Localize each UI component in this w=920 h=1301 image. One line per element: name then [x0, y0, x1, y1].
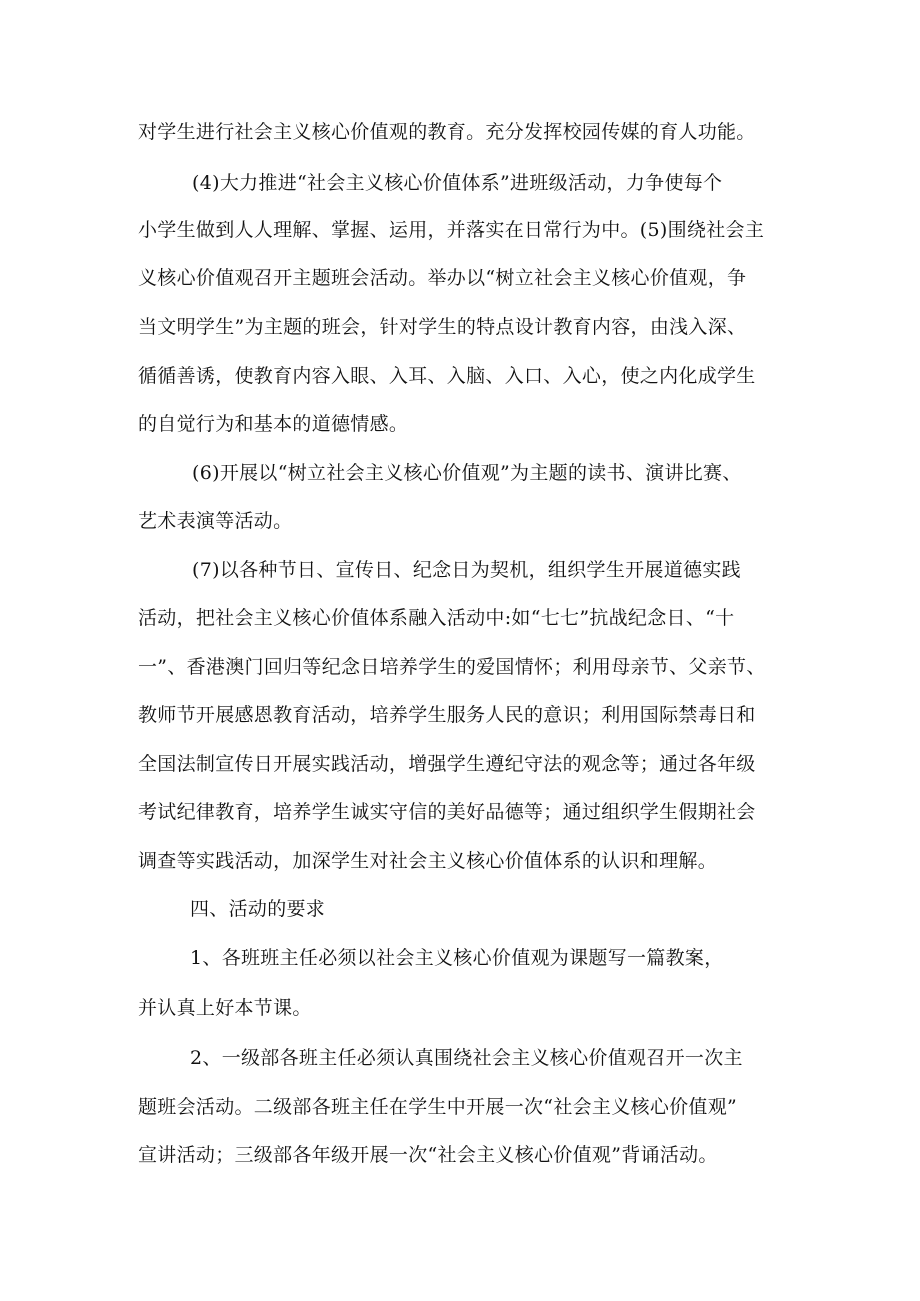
requirement-1-start: 1、各班班主任必须以社会主义核心价值观为课题写一篇教案， [190, 947, 724, 969]
text-line: 题班会活动。二级部各班主任在学生中开展一次“社会主义核心价值观” [138, 1096, 738, 1118]
text-line: 义核心价值观召开主题班会活动。举办以“树立社会主义核心价值观，争 [138, 267, 747, 289]
paragraph-4-start: (4)大力推进“社会主义核心价值体系”进班级活动，力争使每个 [192, 172, 723, 194]
section-heading: 四、活动的要求 [190, 898, 326, 920]
text-line: 艺术表演等活动。 [138, 510, 293, 532]
text-line: 当文明学生”为主题的班会，针对学生的特点设计教育内容，由浅入深、 [138, 316, 747, 338]
paragraph-6-start: (6)开展以“树立社会主义核心价值观”为主题的读书、演讲比赛、 [192, 462, 742, 484]
paragraph-7-start: (7)以各种节日、宣传日、纪念日为契机，组织学生开展道德实践 [192, 559, 741, 581]
text-line: 活动，把社会主义核心价值体系融入活动中:如“七七”抗战纪念日、“十 [138, 607, 735, 629]
text-line: 教师节开展感恩教育活动，培养学生服务人民的意识；利用国际禁毒日和 [138, 704, 756, 726]
requirement-2-start: 2、一级部各班主任必须认真围绕社会主义核心价值观召开一次主 [190, 1047, 743, 1069]
text-line: 考试纪律教育，培养学生诚实守信的美好品德等；通过组织学生假期社会 [138, 801, 756, 823]
text-line: 一”、香港澳门回归等纪念日培养学生的爱国情怀；利用母亲节、父亲节、 [138, 656, 766, 678]
text-line: 的自觉行为和基本的道德情感。 [138, 413, 409, 435]
text-line: 小学生做到人人理解、掌握、运用，并落实在日常行为中。(5)围绕社会主 [138, 219, 765, 241]
text-line: 调查等实践活动，加深学生对社会主义核心价值体系的认识和理解。 [138, 850, 718, 872]
text-line: 宣讲活动；三级部各年级开展一次“社会主义核心价值观”背诵活动。 [138, 1144, 718, 1166]
text-line: 并认真上好本节课。 [138, 997, 312, 1019]
text-line: 对学生进行社会主义核心价值观的教育。充分发挥校园传媒的育人功能。 [138, 121, 756, 143]
text-line: 全国法制宣传日开展实践活动，增强学生遵纪守法的观念等；通过各年级 [138, 753, 756, 775]
text-line: 循循善诱，使教育内容入眼、入耳、入脑、入口、入心，使之内化成学生 [138, 365, 756, 387]
